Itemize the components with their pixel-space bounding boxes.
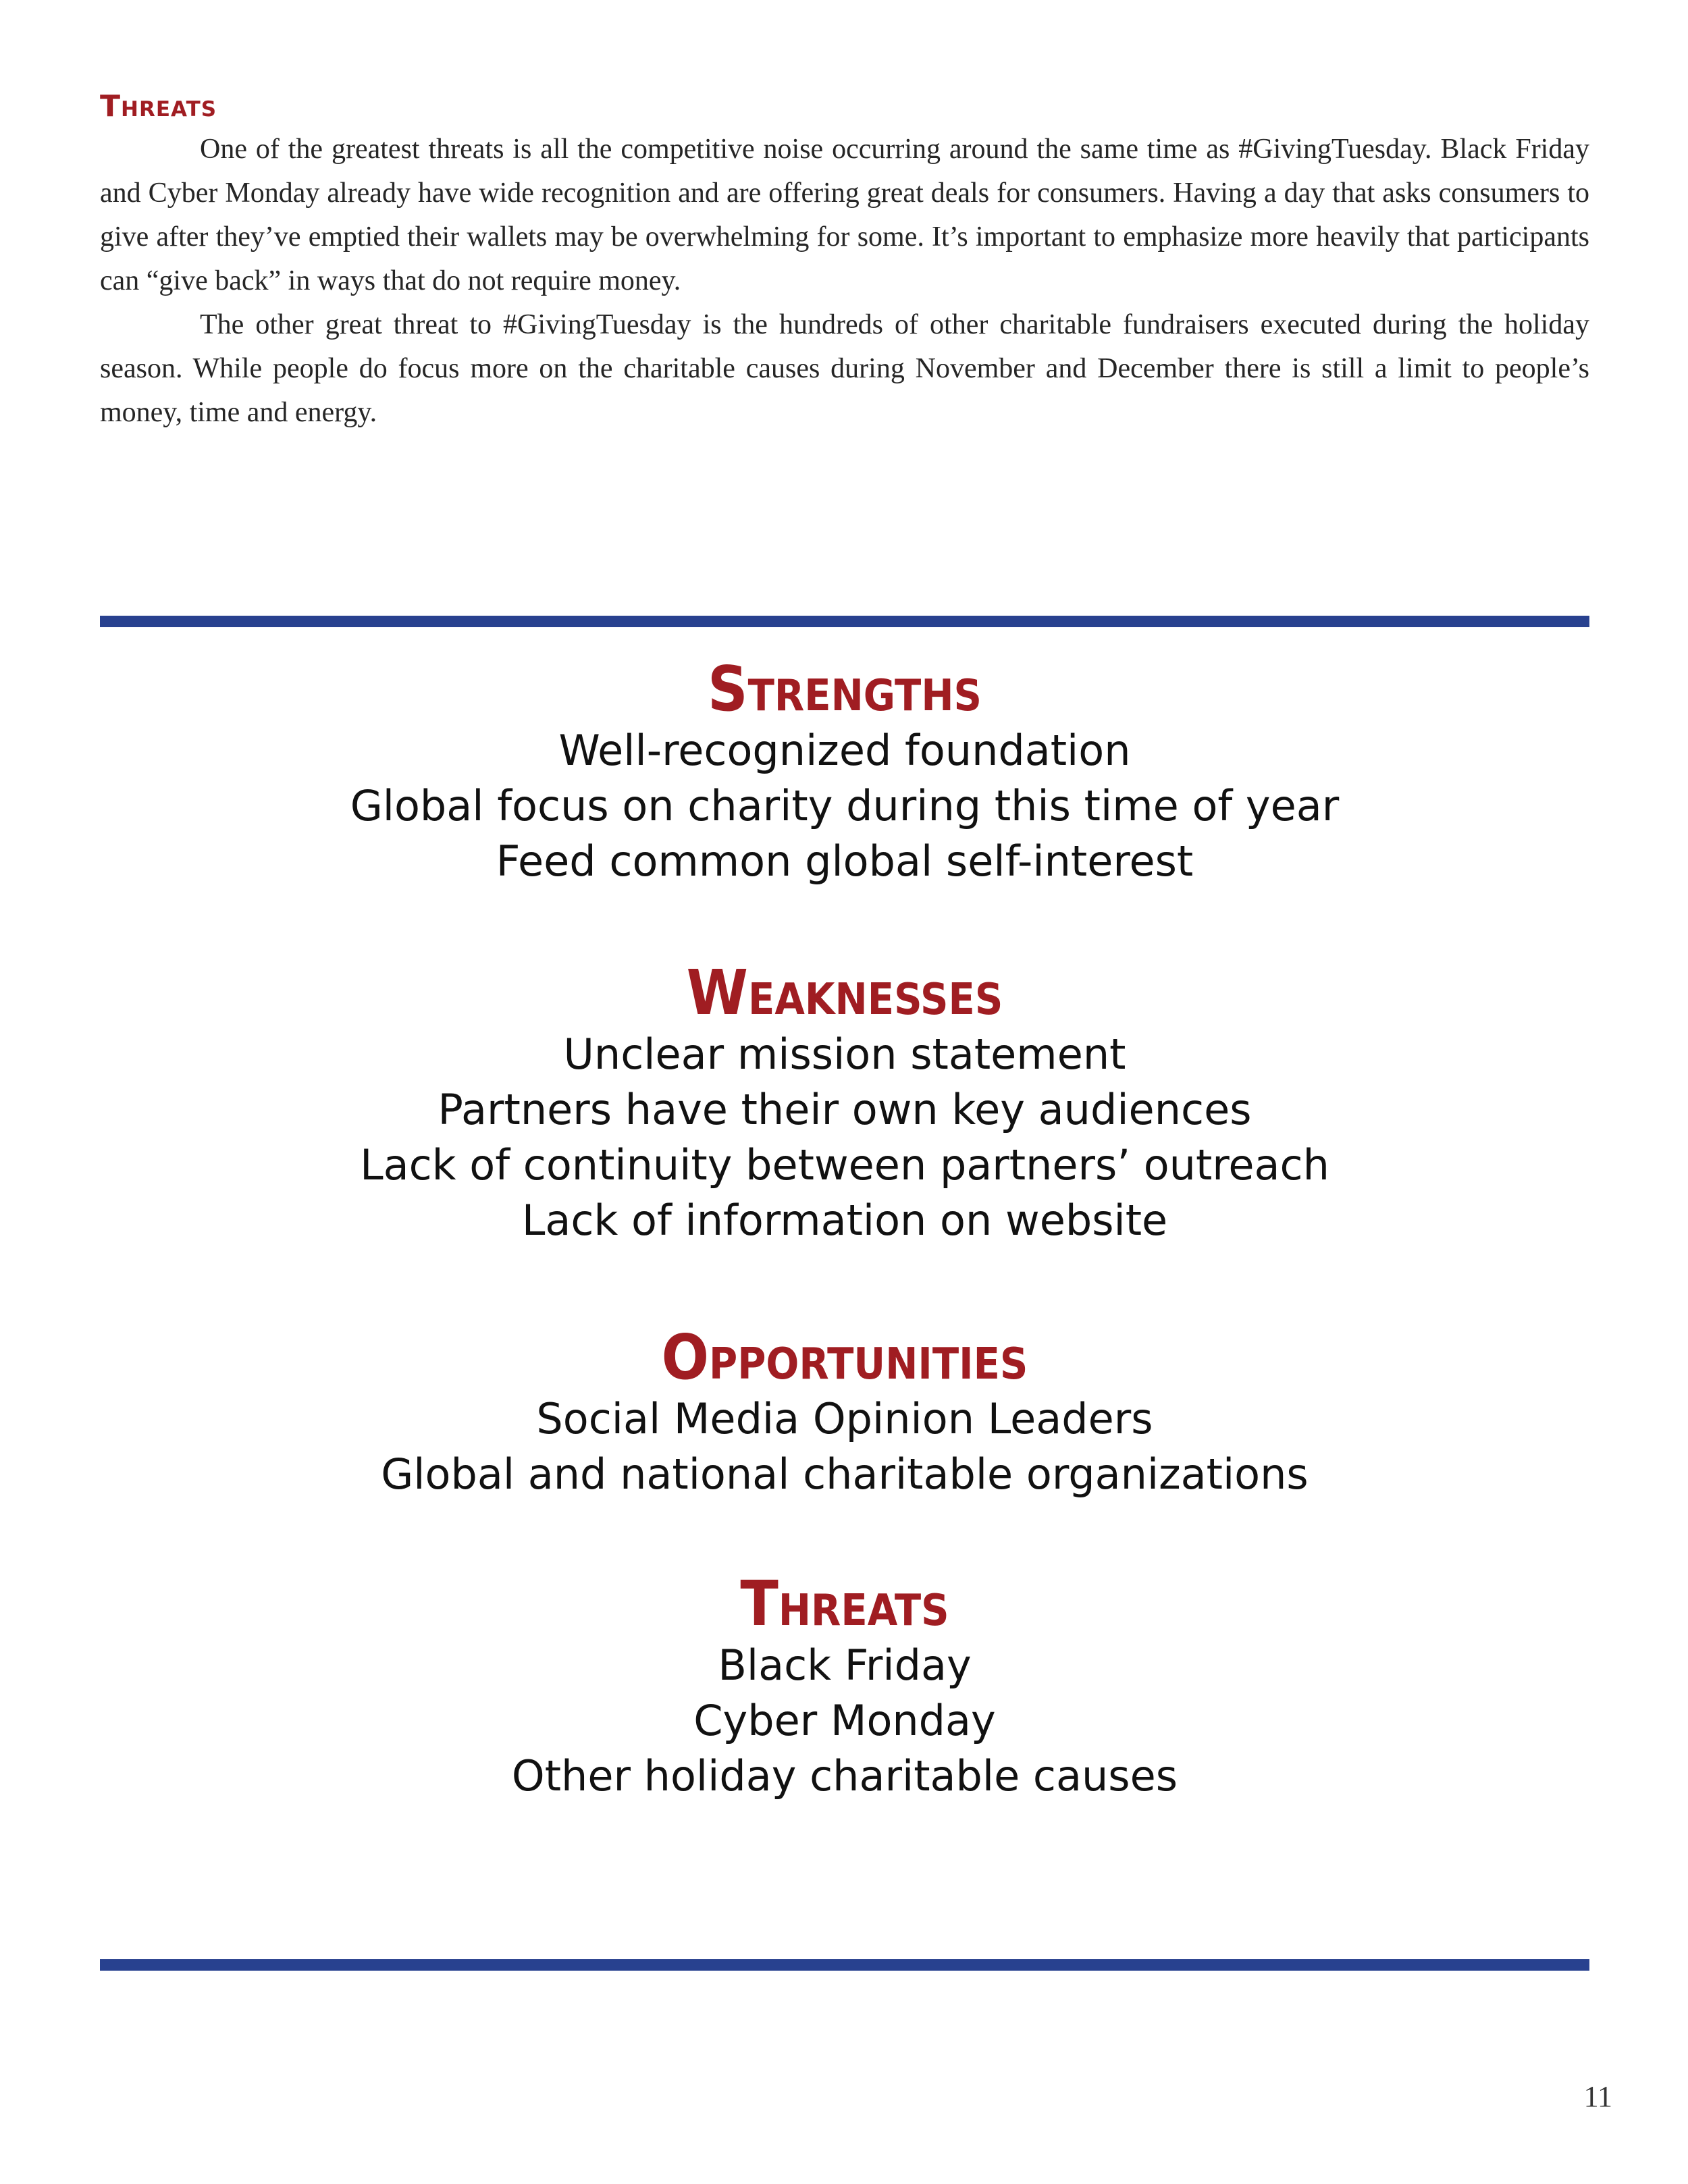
threat-item: Cyber Monday [693, 1696, 996, 1746]
swot-threats [100, 1570, 1589, 1804]
page-number: 11 [1583, 2080, 1612, 2113]
opportunities-list [100, 1391, 1589, 1502]
opportunity-item: Global and national charitable organizations [381, 1449, 1309, 1499]
threats-section-heading: Threats [100, 89, 217, 124]
threats-narrative-section [100, 89, 1589, 435]
opportunity-item: Social Media Opinion Leaders [536, 1394, 1153, 1444]
threats-paragraph-1: One of the greatest threats is all the competitive noise occurring around the same time as #GivingTuesday. Black Friday and Cyber Monday already have wide recognition and are offering great deals for consumers. Having a day that asks consumers to give after they’ve emptied their wallets may be overwhelming for some. It’s important to emphasize more heavily that participants can “give back” in ways that do not require money. [100, 133, 1589, 296]
weaknesses-list [100, 1027, 1589, 1248]
swot-strengths [100, 655, 1589, 889]
threats-heading: Threats [740, 1568, 949, 1640]
strength-item: Global focus on charity during this time of year [350, 781, 1340, 831]
threats-list [100, 1638, 1589, 1804]
weaknesses-heading: Weaknesses [686, 957, 1003, 1029]
opportunities-heading: Opportunities [661, 1321, 1028, 1393]
weakness-item: Lack of continuity between partners’ outreach [360, 1140, 1329, 1190]
bottom-divider-rule [100, 1959, 1589, 1971]
threats-paragraph-2: The other great threat to #GivingTuesday is the hundreds of other charitable fundraisers executed during the holiday season. While people do focus more on the charitable causes during November and December there is still a limit to people’s money, time and energy. [100, 309, 1589, 428]
threat-item: Black Friday [718, 1641, 972, 1690]
threat-item: Other holiday charitable causes [511, 1751, 1178, 1801]
strengths-list [100, 723, 1589, 889]
swot-weaknesses [100, 959, 1589, 1248]
top-divider-rule [100, 616, 1589, 627]
weakness-item: Lack of information on website [521, 1196, 1168, 1246]
strengths-heading: Strengths [707, 653, 982, 725]
strength-item: Feed common global self-interest [496, 836, 1194, 886]
swot-opportunities [100, 1323, 1589, 1502]
weakness-item: Unclear mission statement [563, 1030, 1126, 1080]
strength-item: Well-recognized foundation [558, 726, 1131, 776]
weakness-item: Partners have their own key audiences [438, 1085, 1252, 1135]
